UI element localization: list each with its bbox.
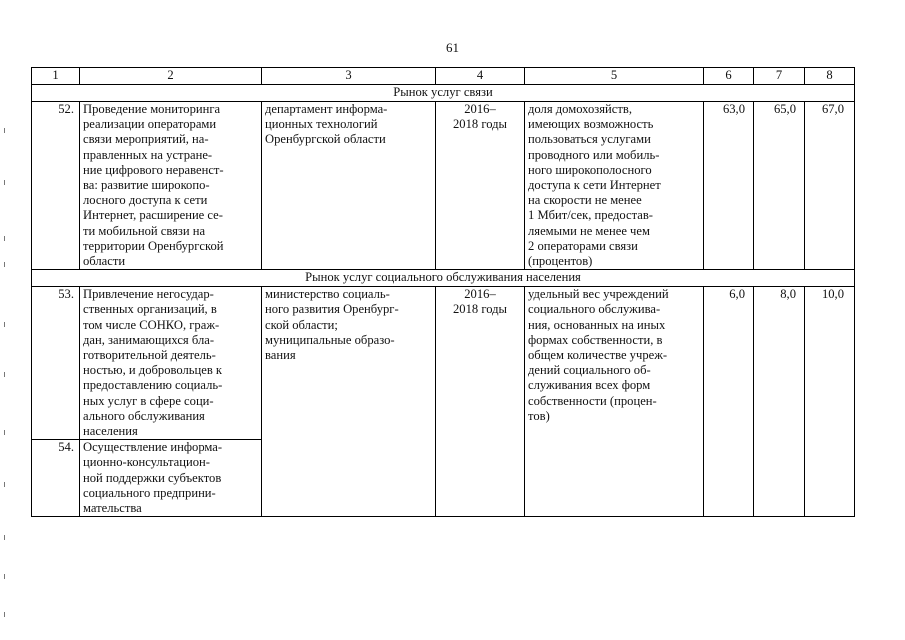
indicator-line: ного широкополосного [528,162,652,177]
indicator-line: тов) [528,408,550,423]
indicator-line: проводного или мобиль- [528,147,660,162]
indicator-line: служивания всех форм [528,378,651,393]
indicator-line: доступа к сети Интернет [528,178,661,193]
indicator-line: 1 Мбит/сек, предостав- [528,208,653,223]
indicator-cell [525,102,704,270]
measure-line: связи мероприятий, на- [83,132,209,147]
indicator-line: ляемыми не менее чем [528,223,650,238]
value-2017: 65,0 [754,102,805,270]
executor-cell [262,102,436,270]
measure-line: Интернет, расширение се- [83,208,223,223]
indicator-line: общем количестве учреж- [528,348,668,363]
measure-line: правленных на устране- [83,147,213,162]
value-2018: 67,0 [805,102,855,270]
row-number: 53. [32,287,80,440]
column-number-row [32,68,855,85]
measure-line: лосного доступа к сети [83,193,208,208]
measure-line: ных услуг в сфере соци- [83,393,214,408]
indicator-line: удельный вес учреждений [528,287,669,302]
value-2017: 8,0 [754,287,805,517]
executor-line: вания [265,348,296,363]
term-line: 2018 годы [453,117,507,132]
term-line: 2016– [464,102,496,116]
term-cell [436,102,525,270]
indicator-line: доля домохозяйств, [528,102,632,116]
column-header: 1 [32,68,80,85]
measure-line: ной поддержки субъектов [83,470,222,485]
column-header: 4 [436,68,525,85]
column-header: 8 [805,68,855,85]
section-heading-row [32,85,855,102]
measure-line: мательства [83,501,142,516]
measure-line: области [83,254,126,269]
measure-line: дан, занимающихся бла- [83,332,215,347]
executor-line: ного развития Оренбург- [265,302,399,317]
executor-line: муниципальные образо- [265,332,395,347]
measure-line: территории Оренбургской [83,238,224,253]
executor-line: ской области; [265,317,338,332]
indicator-line: дений социального об- [528,363,651,378]
executor-line: Оренбургской области [265,132,386,147]
value-2018: 10,0 [805,287,855,517]
measure-line: социального предприни- [83,485,216,500]
measure-line: предоставлению социаль- [83,378,223,393]
column-header: 5 [525,68,704,85]
executor-line: ционных технологий [265,117,378,132]
section-title: Рынок услуг социального обслуживания населения [32,270,855,287]
indicator-line: формах собственности, в [528,332,663,347]
measure-line: ционно-консультацион- [83,455,210,470]
indicator-line: на скорости не менее [528,193,642,208]
measure-line: ва: развитие широкопо- [83,178,210,193]
measure-cell [80,440,262,517]
measure-line: ностью, и добровольцев к [83,363,223,378]
measure-cell [80,287,262,440]
indicator-line: пользоваться услугами [528,132,651,147]
section-title: Рынок услуг связи [32,85,855,102]
measure-line: Осуществление информа- [83,440,223,455]
scan-edge-marks [2,0,8,640]
indicator-line: социального обслужива- [528,302,661,317]
indicator-line: 2 операторами связи [528,238,638,253]
page-number: 61 [446,40,459,55]
term-line: 2018 годы [453,302,507,317]
measure-line: ственных организаций, в [83,302,217,317]
executor-line: департамент информа- [265,102,388,116]
row-number: 52. [32,102,80,270]
measure-line: ального обслуживания [83,408,205,423]
indicator-line: (процентов) [528,254,593,269]
measure-cell [80,102,262,270]
indicator-cell [525,287,704,517]
measure-line: готворительной деятель- [83,348,216,363]
column-header: 6 [704,68,754,85]
table-row [32,287,855,440]
value-2016: 6,0 [704,287,754,517]
indicator-line: ния, основанных на иных [528,317,666,332]
indicator-line: собственности (процен- [528,393,657,408]
program-table [31,67,855,517]
measure-line: населения [83,424,138,439]
row-number: 54. [32,440,80,517]
measure-line: реализации операторами [83,117,217,132]
section-heading-row [32,270,855,287]
column-header: 7 [754,68,805,85]
measure-line: ние цифрового неравенст- [83,162,224,177]
term-line: 2016– [464,287,496,302]
measure-line: Привлечение негосудар- [83,287,214,302]
executor-line: министерство социаль- [265,287,390,302]
term-cell [436,287,525,517]
column-header: 3 [262,68,436,85]
measure-line: Проведение мониторинга [83,102,221,116]
executor-cell [262,287,436,517]
measure-line: том числе СОНКО, граж- [83,317,220,332]
column-header: 2 [80,68,262,85]
measure-line: ти мобильной связи на [83,223,206,238]
table-row [32,102,855,270]
value-2016: 63,0 [704,102,754,270]
indicator-line: имеющих возможность [528,117,654,132]
